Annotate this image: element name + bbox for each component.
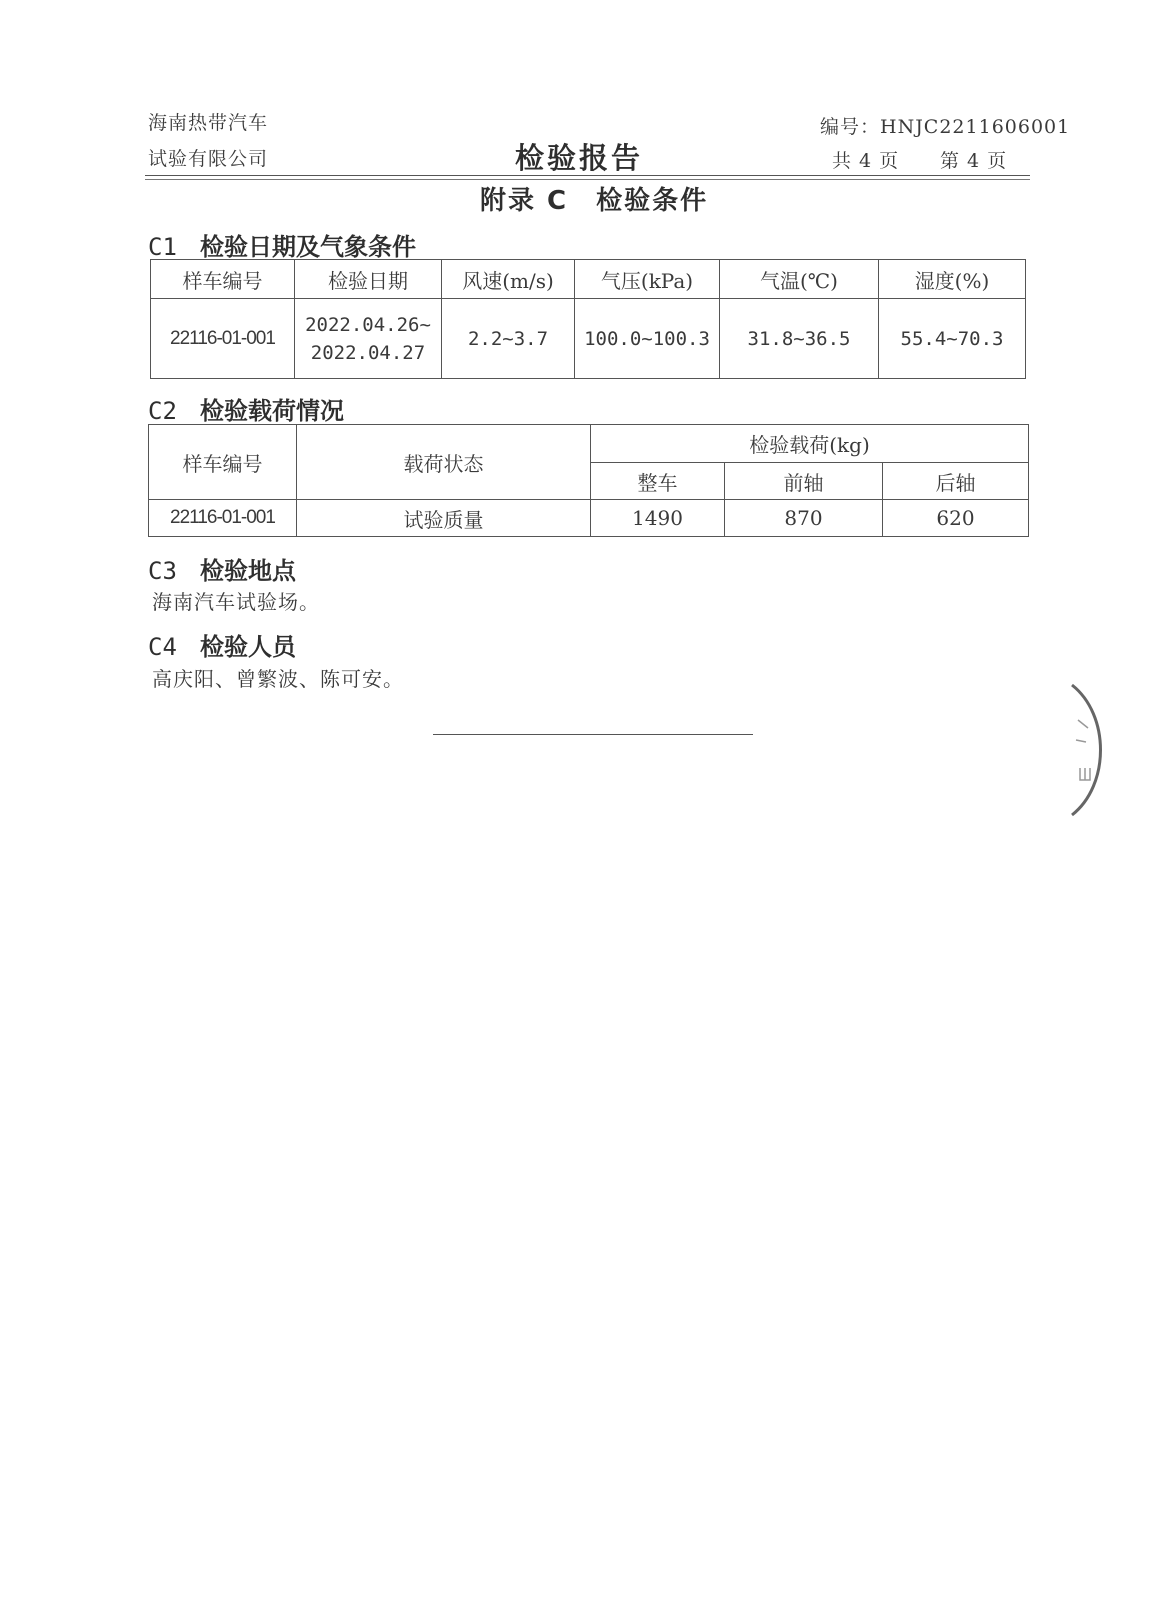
- section-title: 检验地点: [200, 557, 296, 585]
- header-whole-vehicle: 整车: [591, 463, 725, 500]
- header-pressure: 气压(kPa): [575, 260, 720, 299]
- cell-temperature: 31.8~36.5: [720, 299, 879, 379]
- page-number: 第 4 页: [940, 150, 1008, 172]
- header-humidity: 湿度(%): [879, 260, 1026, 299]
- cell-sample-no: 22116-01-001: [149, 500, 297, 537]
- header-temperature: 气温(℃): [720, 260, 879, 299]
- date-from: 2022.04.26~: [305, 313, 431, 336]
- date-to: 2022.04.27: [310, 341, 426, 364]
- cell-load-state: 试验质量: [297, 500, 591, 537]
- cell-whole-vehicle: 1490: [591, 500, 725, 537]
- org-name-line2: 试验有限公司: [148, 148, 269, 170]
- appendix-title: 附录 C 检验条件: [480, 186, 709, 216]
- test-location: 海南汽车试验场。: [152, 590, 320, 614]
- section-c1-heading: [148, 227, 416, 262]
- partial-seal-stamp: [1070, 680, 1120, 820]
- report-title: 检验报告: [515, 141, 644, 175]
- total-pages: 共 4 页: [832, 150, 900, 172]
- section-c3-heading: [148, 551, 296, 586]
- cell-rear-axle: 620: [883, 500, 1029, 537]
- section-code: C3: [148, 557, 177, 585]
- header-sample-no: 样车编号: [151, 260, 295, 299]
- cell-sample-no: 22116-01-001: [151, 299, 295, 379]
- section-title: 检验日期及气象条件: [200, 233, 416, 261]
- load-table: [148, 424, 1029, 537]
- section-c4-heading: [148, 627, 296, 662]
- header-wind-speed: 风速(m/s): [442, 260, 575, 299]
- header-load-state: 载荷状态: [297, 425, 591, 500]
- cell-pressure: 100.0~100.3: [575, 299, 720, 379]
- header-rule: [145, 175, 1030, 176]
- test-personnel: 高庆阳、曾繁波、陈可安。: [152, 667, 404, 691]
- section-code: C4: [148, 633, 177, 661]
- section-code: C2: [148, 397, 177, 425]
- header-test-date: 检验日期: [295, 260, 442, 299]
- header-front-axle: 前轴: [725, 463, 883, 500]
- header-rear-axle: 后轴: [883, 463, 1029, 500]
- cell-wind-speed: 2.2~3.7: [442, 299, 575, 379]
- cell-humidity: 55.4~70.3: [879, 299, 1026, 379]
- end-of-document-line: [433, 734, 753, 735]
- org-name-line1: 海南热带汽车: [148, 112, 269, 134]
- section-title: 检验人员: [200, 633, 296, 661]
- cell-front-axle: 870: [725, 500, 883, 537]
- header-sample-no: 样车编号: [149, 425, 297, 500]
- section-c2-heading: [148, 391, 344, 426]
- section-title: 检验载荷情况: [200, 397, 344, 425]
- section-code: C1: [148, 233, 177, 261]
- cell-test-date: [295, 299, 442, 379]
- header-test-load: 检验载荷(kg): [591, 425, 1029, 463]
- report-number: 编号：HNJC2211606001: [820, 116, 1071, 138]
- weather-table: [150, 259, 1026, 379]
